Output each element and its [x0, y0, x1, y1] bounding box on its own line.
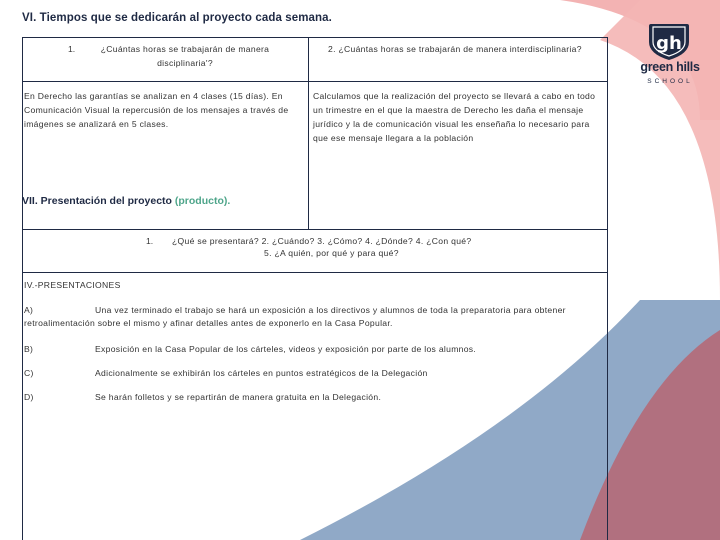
item-a-text-first: Una vez terminado el trabajo se hará un exposición a los directivos y alumnos de toda la preparatoria para obtener	[95, 305, 566, 315]
table-row-divider-1	[22, 81, 608, 82]
item-b-text: Exposición en la Casa Popular de los cárteles, videos y exposición por parte de los alumnos.	[95, 344, 477, 354]
section-7-question-line-2: 5. ¿A quién, por qué y para qué?	[264, 248, 399, 258]
item-b-letter: B)	[24, 344, 34, 354]
logo-monogram: gh	[656, 33, 682, 54]
page-title: VI. Tiempos que se dedicarán al proyecto cada semana.	[22, 12, 332, 24]
logo-subtitle: SCHOOL	[647, 78, 693, 85]
table-mid-divider	[308, 37, 309, 229]
section-7-title-accent: (producto).	[174, 195, 231, 207]
logo-name: green hills	[640, 60, 700, 74]
item-a-text-second: retroalimentación sobre el mismo y afinar detalles antes de exponerlo en la Casa Popular.	[24, 318, 393, 328]
section-7-question-number: 1.	[146, 236, 154, 246]
section-7-question-line-1: ¿Qué se presentará? 2. ¿Cuándo? 3. ¿Cómo? 4. ¿Dónde? 4. ¿Con qué?	[172, 236, 472, 246]
item-a-letter: A)	[24, 305, 34, 315]
question-1-text: ¿Cuántas horas se trabajarán de manera disciplinaria'?	[100, 44, 270, 68]
answer-2-text: Calculamos que la realización del proyecto se llevará a cabo en todo un trimestre en el que la maestra de Derecho les daña el mensaje jurídico y la de comunicación visual les enseñaña lo necesario para que ese mensaje llegara a la población	[313, 91, 596, 143]
presentaciones-heading: IV.-PRESENTACIONES	[24, 280, 121, 290]
item-c-text: Adicionalmente se exhibirán los cárteles en puntos estratégicos de la Delegación	[95, 368, 428, 378]
answer-1-text: En Derecho las garantías se analizan en 4 clases (15 días). En Comunicación Visual la repercusión de los mensajes a través de imágenes se analizará en 5 clases.	[24, 91, 289, 129]
table-left-border	[22, 37, 23, 540]
question-1-number: 1.	[68, 44, 76, 54]
question-2-text: 2. ¿Cuántas horas se trabajarán de manera interdisciplinaria?	[328, 44, 582, 54]
section-7-title-main: VII. Presentación del proyecto	[22, 195, 175, 207]
section-7-title	[22, 195, 230, 207]
item-d-text: Se harán folletos y se repartirán de manera gratuita en la Delegación.	[95, 392, 382, 402]
item-d-letter: D)	[24, 392, 34, 402]
item-c-letter: C)	[24, 368, 34, 378]
table-row-divider-3	[22, 272, 608, 273]
table-right-border	[607, 37, 608, 540]
table-top-border	[22, 37, 608, 38]
table-row-divider-2	[22, 229, 608, 230]
